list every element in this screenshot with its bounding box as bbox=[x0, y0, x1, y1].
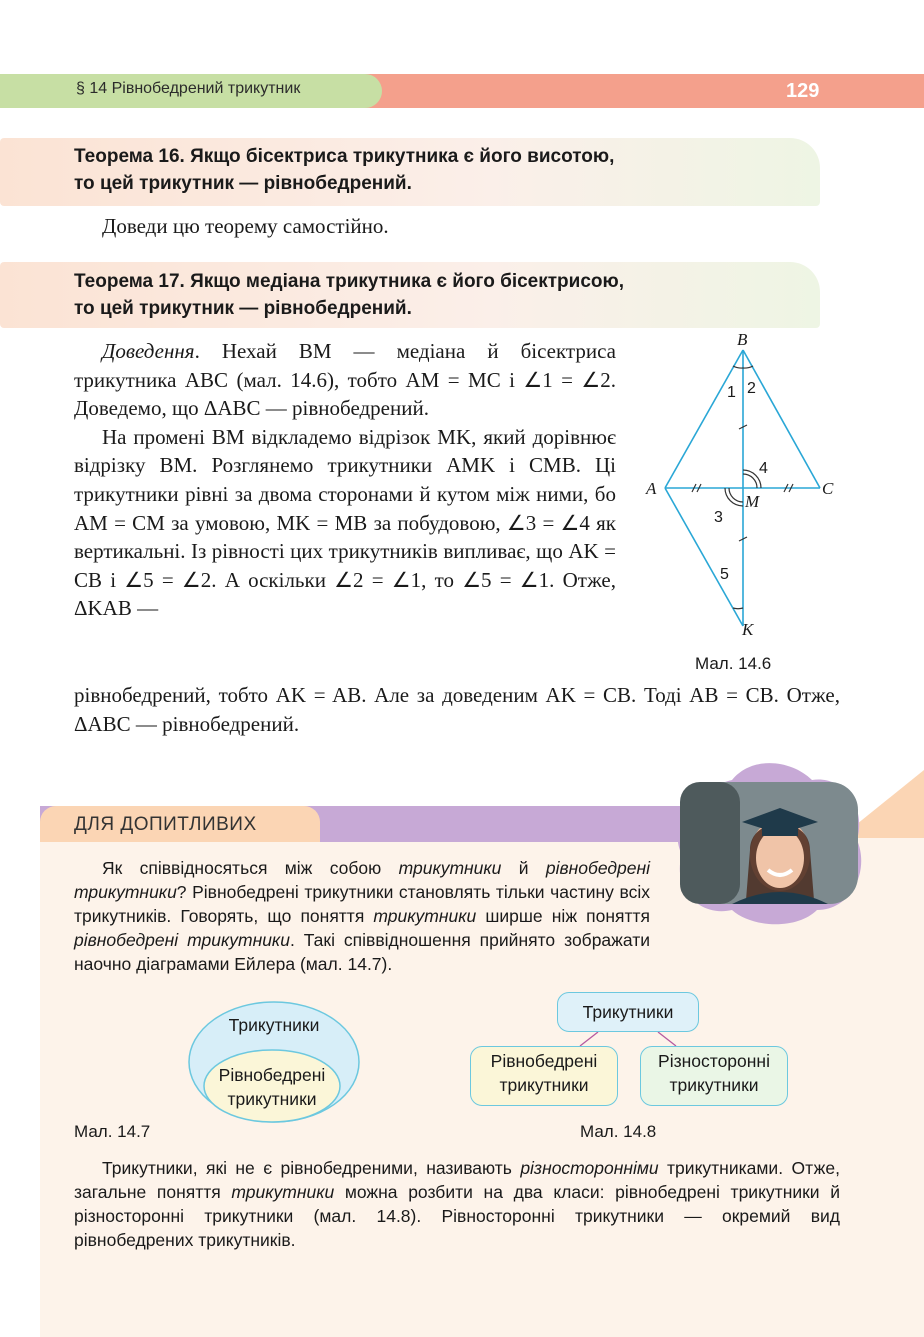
segment-ak bbox=[665, 488, 743, 626]
section-title: § 14 Рівнобедрений трикутник bbox=[76, 80, 301, 97]
proof-paragraph-3: рівнобедрений, тобто AK = AB. Але за доведеним AK = CB. Тоді AB = CB. Отже, ΔABC — рівнобедрений. bbox=[74, 683, 840, 736]
curious-paragraph-2-block bbox=[74, 1156, 840, 1252]
angle-mark-2 bbox=[743, 366, 753, 368]
figure-14-7-caption: Мал. 14.7 bbox=[74, 1122, 151, 1141]
proof-column bbox=[74, 337, 616, 623]
proof-text-1: . Нехай BM — медіана й бісектриса трикутника ABC (мал. 14.6), тобто AM = MC і ∠1 = ∠2. Доведемо, що ΔABC — рівнобедрений. bbox=[74, 339, 616, 421]
tree-node-scalene: Різносторонні трикутники bbox=[640, 1046, 788, 1106]
angle-mark-1 bbox=[733, 366, 743, 368]
euler-outer-label: Трикутники bbox=[228, 1015, 320, 1035]
label-m: M bbox=[745, 492, 760, 511]
tree-root-triangles: Трикутники bbox=[557, 992, 699, 1032]
theorem-17-line-1: Теорема 17. Якщо медіана трикутника є його бісектрисою, bbox=[74, 271, 625, 292]
label-a: A bbox=[646, 479, 657, 498]
segment-bc bbox=[743, 350, 820, 488]
proof-paragraph-1 bbox=[74, 337, 616, 423]
proof-label: Доведення bbox=[102, 339, 195, 363]
curious-paragraph-1a bbox=[74, 856, 650, 976]
prove-yourself-text: Доведи цю теорему самостійно. bbox=[102, 214, 389, 238]
label-angle-5: 5 bbox=[720, 566, 729, 583]
curious-title: ДЛЯ ДОПИТЛИВИХ bbox=[74, 814, 257, 835]
angle-mark-3a bbox=[725, 488, 743, 506]
curious-paragraph-1: Як співвідносяться між собою трикутники й рівнобедрені трикутники? Рівнобедрені трикутники становлять тільки частину всіх трикутників. Говорять, що поняття трикутники ширше ніж поняття рівнобедрені трикутники. Такі співвідношення прийнято зображати наочно діаграмами Ейлера (мал. 14.7). bbox=[74, 858, 651, 974]
figure-14-8-caption: Мал. 14.8 bbox=[580, 1122, 657, 1141]
figure-14-6 bbox=[640, 330, 850, 650]
student-photo bbox=[672, 760, 868, 926]
segment-ab bbox=[665, 350, 743, 488]
theorem-17 bbox=[74, 268, 624, 322]
label-k: K bbox=[742, 620, 754, 639]
inner-set-isosceles bbox=[204, 1050, 340, 1122]
theorem-16 bbox=[74, 143, 614, 197]
tree-node-isosceles: Рівнобедрені трикутники bbox=[470, 1046, 618, 1106]
label-angle-1: 1 bbox=[727, 384, 736, 401]
figure-14-7-euler-diagram bbox=[186, 1000, 362, 1126]
angle-mark-5 bbox=[733, 608, 743, 609]
label-angle-4: 4 bbox=[759, 460, 768, 477]
label-c: C bbox=[822, 479, 834, 498]
theorem-16-line-2: то цей трикутник — рівнобедрений. bbox=[74, 173, 412, 194]
curious-paragraph-2: Трикутники, які не є рівнобедреними, називають різносторонніми трикутниками. Отже, загальне поняття трикутники можна розбити на два класи: рівнобедрені трикутники й різносторонні трикутники (мал. 14.8). Рівносторонні трикутники — окремий вид рівнобедрених трикутників. bbox=[74, 1158, 840, 1250]
angle-mark-4b bbox=[743, 474, 757, 488]
label-angle-3: 3 bbox=[714, 509, 723, 526]
proof-paragraph-2: На промені BM відкладемо відрізок MK, який дорівнює відрізку BM. Розглянемо трикутники AMK і CMB. Ці трикутники рівні за двома сторонами й кутом між ними, бо AM = CM за умовою, MK = MB за побудовою, ∠3 = ∠4 як вертикальні. Із рівності цих трикутників випливає, що AK = CB і ∠5 = ∠2. А оскільки ∠2 = ∠1, то ∠5 = ∠1. Отже, ΔKAB — bbox=[74, 424, 616, 621]
figure-14-6-caption: Мал. 14.6 bbox=[695, 654, 772, 673]
label-angle-2: 2 bbox=[747, 380, 756, 397]
theorem-16-line-1: Теорема 16. Якщо бісектриса трикутника є його висотою, bbox=[74, 146, 615, 167]
angle-mark-3b bbox=[729, 488, 743, 502]
euler-inner-label-2: трикутники bbox=[227, 1089, 317, 1109]
euler-inner-label-1: Рівнобедрені bbox=[218, 1065, 326, 1085]
page-number: 129 bbox=[786, 80, 820, 102]
theorem-17-line-2: то цей трикутник — рівнобедрений. bbox=[74, 298, 412, 319]
label-b: B bbox=[737, 330, 748, 349]
